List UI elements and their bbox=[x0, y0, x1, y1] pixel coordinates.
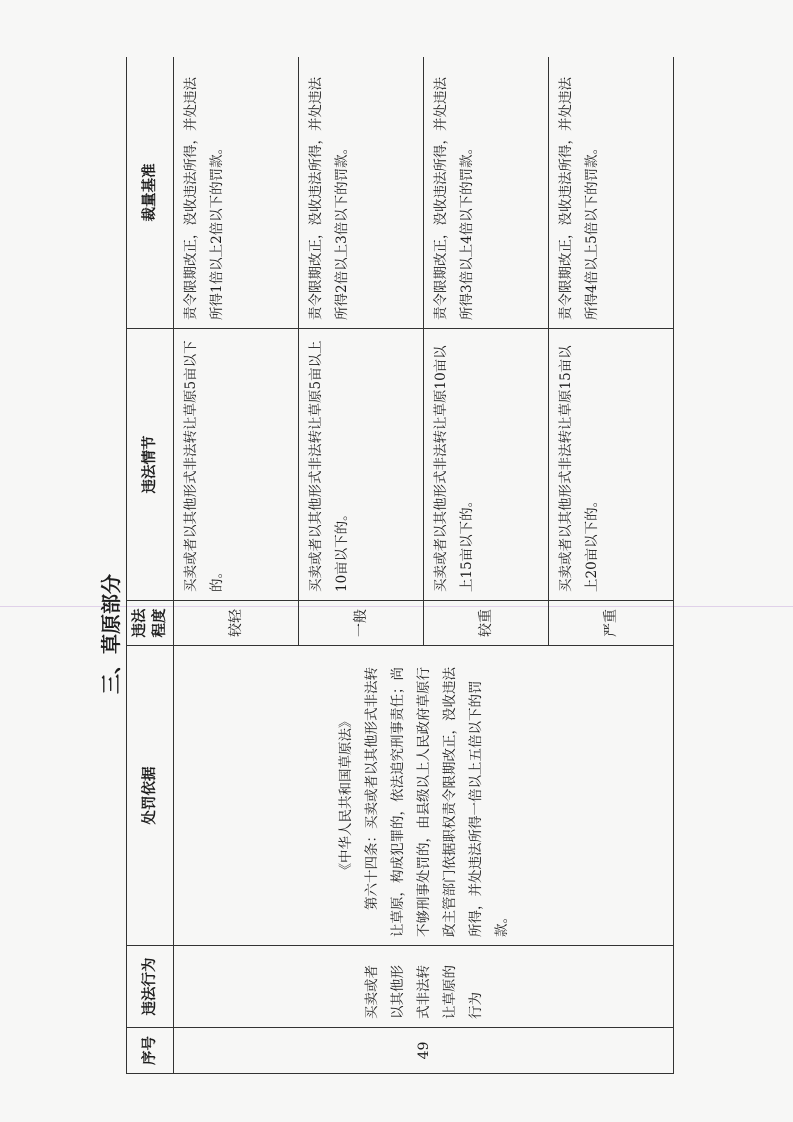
circumstance-cell: 买卖或者以其他形式非法转让草原5亩以下的。 bbox=[174, 329, 299, 601]
row-seq: 49 bbox=[174, 1028, 674, 1074]
section-title: 三、草原部分 bbox=[99, 574, 123, 694]
header-act: 违法行为 bbox=[127, 946, 174, 1028]
standard-cell: 责令限期改正，没收违法所得，并处违法所得4倍以上5倍以下的罚款。 bbox=[549, 57, 674, 329]
basis-body: 第六十四条：买卖或者以其他形式非法转让草原，构成犯罪的，依法追究刑事责任；尚不够刑事处罚的，由县级以上人民政府草原行政主管部门依据职权责令限期改正，没收违法所得，并处违法所得一倍以上五倍以下的罚款。 bbox=[363, 667, 510, 937]
table-row bbox=[174, 57, 299, 1074]
circumstance-cell: 买卖或者以其他形式非法转让草原10亩以上15亩以下的。 bbox=[424, 329, 549, 601]
penalty-table bbox=[126, 57, 674, 1074]
degree-cell: 一般 bbox=[299, 601, 424, 646]
basis-title: 《中华人民共和国草原法》 bbox=[337, 714, 354, 877]
rotated-content bbox=[94, 57, 674, 1074]
table-header-row bbox=[127, 57, 174, 1074]
header-standard: 裁量基准 bbox=[127, 57, 174, 329]
header-circumstance: 违法情节 bbox=[127, 329, 174, 601]
header-basis: 处罚依据 bbox=[127, 646, 174, 946]
circumstance-cell: 买卖或者以其他形式非法转让草原5亩以上10亩以下的。 bbox=[299, 329, 424, 601]
circumstance-cell: 买卖或者以其他形式非法转让草原15亩以上20亩以下的。 bbox=[549, 329, 674, 601]
rotated-page bbox=[94, 57, 674, 1074]
row-act: 买卖或者以其他形式非法转让草原的行为 bbox=[174, 946, 674, 1028]
header-degree: 违法程度 bbox=[127, 601, 174, 646]
degree-cell: 较轻 bbox=[174, 601, 299, 646]
degree-cell: 较重 bbox=[424, 601, 549, 646]
row-basis bbox=[174, 646, 674, 946]
standard-cell: 责令限期改正，没收违法所得，并处违法所得2倍以上3倍以下的罚款。 bbox=[299, 57, 424, 329]
header-seq: 序号 bbox=[127, 1028, 174, 1074]
standard-cell: 责令限期改正，没收违法所得，并处违法所得3倍以上4倍以下的罚款。 bbox=[424, 57, 549, 329]
standard-cell: 责令限期改正，没收违法所得，并处违法所得1倍以上2倍以下的罚款。 bbox=[174, 57, 299, 329]
degree-cell: 严重 bbox=[549, 601, 674, 646]
